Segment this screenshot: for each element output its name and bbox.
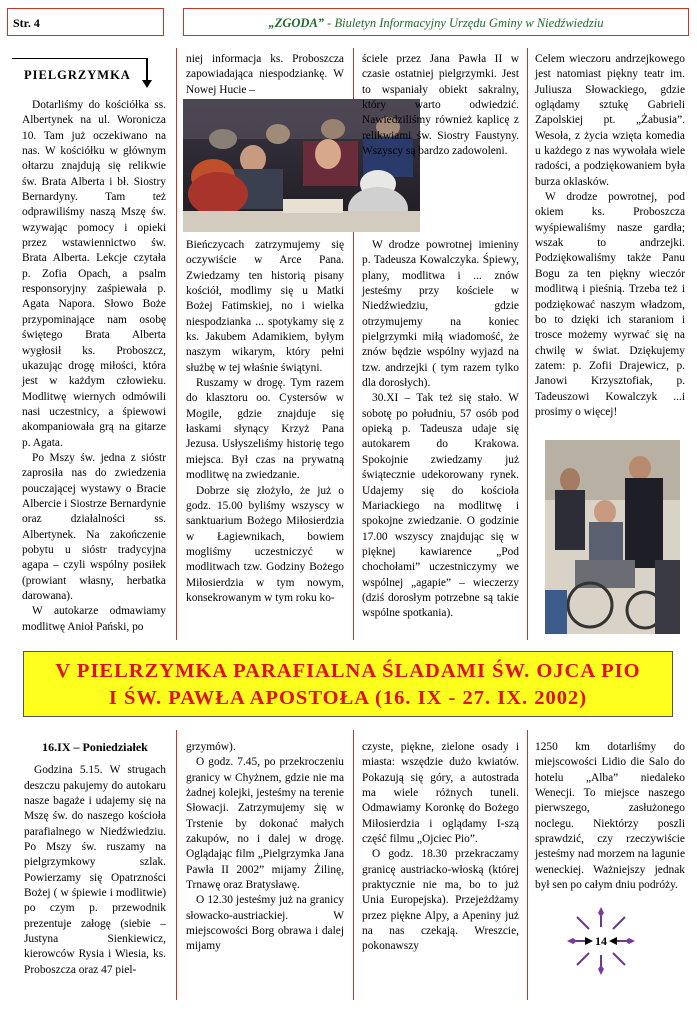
paragraph: Po Mszy św. jedna z sióstr zaprosiła nas do zwiedzenia pouczającej wystawy o Bracie Albercie i Siostrze Bernardynie oraz działalności ss. Albertynek. Na zakończenie pobytu u sióstr tradycyjna agapa – czyli wspólny posiłek (prowiant własny, herbatka darowana). xyxy=(22,451,166,602)
paragraph: grzymów). xyxy=(186,741,236,753)
photo-pilgrim-in-wheelchair xyxy=(545,440,680,634)
article-title: PIELGRZYMKA xyxy=(24,68,131,82)
newsletter-title-box xyxy=(183,8,689,36)
paragraph: Godzina 5.15. W strugach deszczu pakujemy do autokaru nasze bagaże i udajemy się na Mszę św. do naszego kościoła parafialnego w Niedźwiedziu. Po Mszy św. ruszamy na pielgrzymkowy szlak. Powierzamy się Opatrzności Bożej ( w śpiewie i modlitwie) po czym p. przewodnik prezentuje załogę (siebie – Justyna Sienkiewicz, kierowców Rysia i Wiesia, ks. Proboszcza oraz 47 piel- xyxy=(24,764,166,976)
paragraph: O godz. 7.45, po przekroczeniu granicy w Chyżnem, gdzie nie ma żadnej kolejki, jesteśmy na terenie Słowacji. Zatrzymujemy się w Trstenie by dokonać małych zakupów, no i dalej w drogę. Oglądając film „Pielgrzymka Jana Pawła II 2002” mijamy Żilinę, Trnawę oraz Bratysławę. xyxy=(186,756,344,892)
paragraph: czyste, piękne, zielone osady i miasta: wszędzie dużo kwiatów. Pokazują się góry, a autostrada ma wiele różnych tuneli. Odmawiamy Koronkę do Bożego Miłosierdzia i oglądamy I-szą część filmu „Ojciec Pio”. xyxy=(362,741,519,846)
column-divider xyxy=(176,48,177,640)
trip-column-2 xyxy=(186,740,344,955)
article-column-3 xyxy=(362,238,519,622)
page-number-box xyxy=(7,8,164,36)
paragraph: W autokarze odmawiamy modlitwę Anioł Pański, po xyxy=(22,605,166,633)
paragraph: Bieńczycach zatrzymujemy się oczywiście w Arce Pana. Zwiedzamy ten historią pisany kościół, modlimy się u Matki Bożej Fatimskiej, no i wielka niespodzianka ... spotykamy się z ks. Jakubem Adamikiem, byłym naszym wikarym, który pełni służbę w tej właśnie świątyni. xyxy=(186,239,344,374)
column-divider xyxy=(527,48,528,640)
trip-column-4 xyxy=(535,740,685,893)
paragraph: niej informacja ks. Proboszcza zapowiadająca niespodziankę. W Nowej Hucie – xyxy=(186,53,344,96)
section-title-frame xyxy=(12,58,152,90)
paragraph: 30.XI – Tak też się stało. W sobotę po południu, 57 osób pod opieką p. Tadeusza udaje się autokarem do Krakowa. Spokojnie zwiedzamy już świątecznie udekorowany rynek. Udajemy się do kościoła Mariackiego na modlitwę i spokojne zwiedzanie. O godzinie 17.00 wszyscy znajdując się w pięknej kawiarence „Pod chochołami” uczestniczymy we wspólnej „agapie” – wieczerzy (dziś dorosłym potrzebne są takie wspólne spotkania). xyxy=(362,392,519,620)
title-rule xyxy=(12,58,146,59)
column-divider xyxy=(527,730,528,1000)
paragraph: Ruszamy w drogę. Tym razem do klasztoru oo. Cystersów w Mogile, gdzie znajduje się łaskami słynący Krzyż Pana Jezusa. Usłyszeliśmy historię tego miejsca. Był czas na prywatną modlitwę na zwiedzanie. xyxy=(186,377,344,482)
paragraph: Celem wieczoru andrzejkowego jest natomiast piękny teatr im. Juliusza Słowackiego, gdzie oglądamy sztukę Gabrieli Zapolskiej pt. „Żabusia”. Wesoła, z życia wzięta komedia u każdego z nas wywołała wiele radości, a podziękowaniem była burza oklasków. xyxy=(535,53,685,188)
article-column-3-top xyxy=(362,52,519,159)
newsletter-subtitle: - Biuletyn Informacyjny Urzędu Gminy w Niedźwiedziu xyxy=(324,16,604,30)
paragraph: O 12.30 jesteśmy już na granicy słowacko-austriackiej. W miejscowości Borg obrawa i dalej mijamy xyxy=(186,894,344,953)
day-heading: 16.IX – Poniedziałek xyxy=(42,740,148,754)
paragraph: ściele przez Jana Pawła II w czasie ostatniej pielgrzymki. Jest to wspaniały obiekt sakralny, który warto odwiedzić. Nawiedziliśmy również kaplicę z relikwiami św. Siostry Faustyny. Wszyscy są bardzo zadowoleni. xyxy=(362,53,519,158)
title-arrow-stem xyxy=(146,58,148,82)
trip-column-1 xyxy=(24,740,166,978)
article-column-4 xyxy=(535,52,685,420)
banner-line-2: I ŚW. PAWŁA APOSTOŁA (16. IX - 27. IX. 2002) xyxy=(108,687,588,709)
column-divider xyxy=(176,730,177,1000)
arrow-down-icon xyxy=(142,80,152,88)
trip-column-3 xyxy=(362,740,519,955)
article-column-2 xyxy=(186,238,344,606)
paragraph: O godz. 18.30 przekraczamy granicę austriacko-włoską (której praktycznie nie ma, bo to już Unia Europejska). Przejeżdżamy przez piękne Alpy, a Apeniny już na nas czekają. Wreszcie, pokonawszy xyxy=(362,848,519,953)
article-column-2-top xyxy=(186,52,344,98)
column-divider xyxy=(353,730,354,1000)
paragraph: W drodze powrotnej, pod okiem ks. Proboszcza wyśpiewaliśmy nasze gardła; wszak to andrzejki. Podziękowaliśmy także Panu Bogu za ten piękny wieczór modlitwą i pieśnią. Trzeba też i podziękować naszym władzom, bo to dzięki ich staraniom i trosce możemy wyrwać się na chwilę w świat. Dziękujemy zatem: p. Zofii Drajewicz, p. Janowi Krzysztofiak, p. Tadeuszowi Kowalczyk ...i prosimy o więcej! xyxy=(535,191,685,418)
page-ornament xyxy=(565,905,637,977)
article-column-1 xyxy=(22,98,166,635)
paragraph: Dotarliśmy do kościółka ss. Albertynek na ul. Woronicza 10. Tam już oczekiwano na nas. W kościółku w głównym ołtarzu znajdują się relikwie św. Brata Alberta i bł. Siostry Bernardyny. Tam też odprawiliśmy naszą Mszę św. wzywając pomocy i opieki przez wstawiennictwo św. Brata Alberta. Lekcje czytała p. Zofia Opach, a psalm responsoryjny zaśpiewała p. Agata Napora. Słowo Boże przypominające nam osobę świętego Brata Alberta wygłosił ks. Proboszcz, ukazując drogę miłości, która jest w każdym człowieku. Modlitwę wiernych odmówili nasi uczestnicy, a śpiewowi akompaniowała grą na gitarze p. Agata. xyxy=(22,99,166,449)
newsletter-name: „ZGODA” xyxy=(268,16,325,30)
ornament-page-number: 14 xyxy=(595,934,607,948)
page-number: Str. 4 xyxy=(13,16,40,30)
trip-banner xyxy=(23,651,673,717)
paragraph: 1250 km dotarliśmy do miejscowości Lidio die Salo do hotelu „Alba” niedaleko Wenecji. To miejsce naszego pierwszego, zasłużonego noclegu. Niektórzy poszli sprawdzić, czy rzeczywiście jesteśmy nad morzem na lagunie weneckiej. Ważniejszy jednak był sen po całym dniu podróży. xyxy=(535,741,685,892)
paragraph: Dobrze się złożyło, że już o godz. 15.00 byliśmy wszyscy w sanktuarium Bożego Miłosierdzia w Łagiewnikach, bowiem mogliśmy uczestniczyć w modlitwach tzw. Godziny Bożego Miłosierdzia w tym nowym, konsekrowanym w tym roku ko- xyxy=(186,484,344,604)
paragraph: W drodze powrotnej imieniny p. Tadeusza Kowalczyka. Śpiewy, plany, modlitwa i ... znów jesteśmy przy kościele w Niedźwiedziu, gdzie otrzymujemy na koniec pielgrzymki miłą wiadomość, że znów będzie wspólny wyjazd na tzw. andrzejki ( tym razem tylko dla dorosłych). xyxy=(362,239,519,390)
banner-line-1: V PIELRZYMKA PARAFIALNA ŚLADAMI ŚW. OJCA PIO xyxy=(55,660,641,682)
